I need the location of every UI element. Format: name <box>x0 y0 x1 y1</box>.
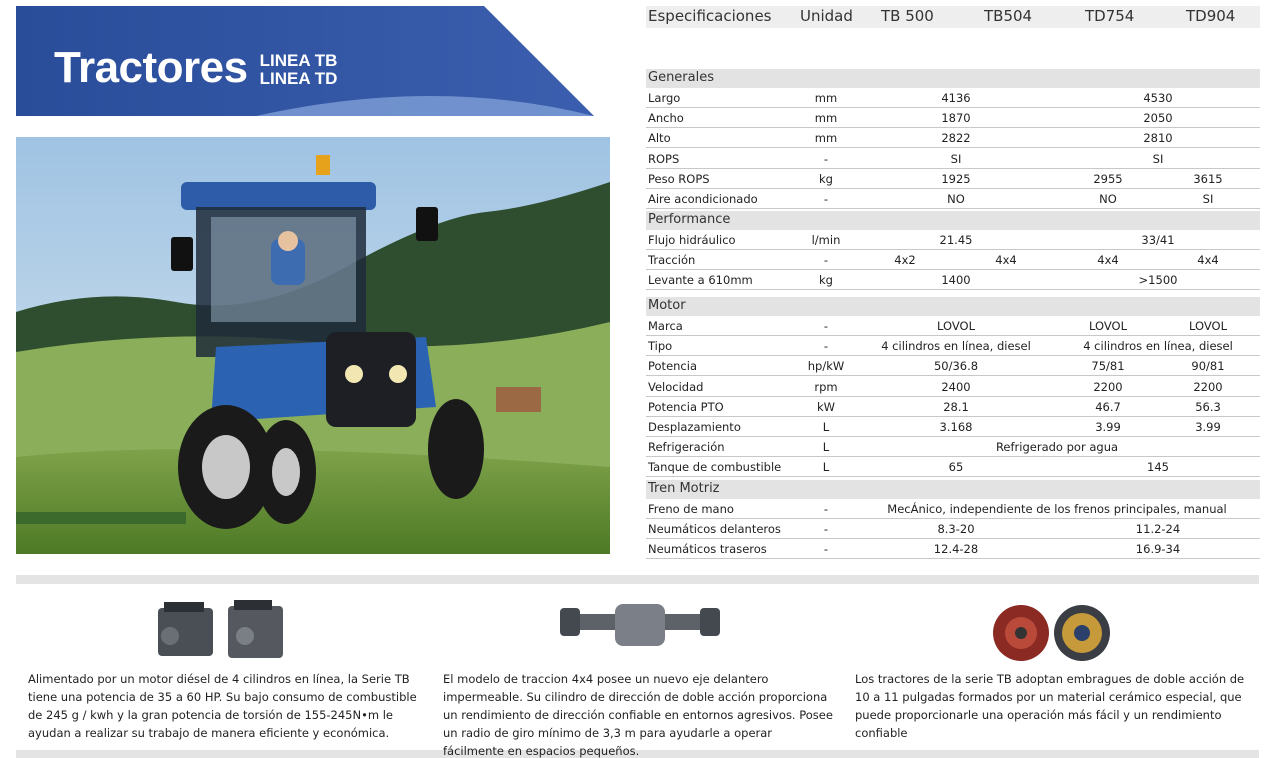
header-especificaciones: Especificaciones <box>648 7 772 25</box>
spec-unit: - <box>823 522 829 537</box>
spec-row <box>646 539 1260 559</box>
clutch-disc-image-icon <box>992 604 1112 664</box>
spec-value: 1925 <box>941 171 971 186</box>
tractor-photo <box>16 137 610 554</box>
spec-header-row <box>646 6 1260 28</box>
spec-label: Ancho <box>648 111 684 126</box>
spec-row <box>646 270 1260 290</box>
spec-row <box>646 417 1260 437</box>
spec-value: 1870 <box>941 111 971 126</box>
spec-label: Largo <box>648 91 681 105</box>
spec-row <box>646 377 1260 397</box>
spec-label: Peso ROPS <box>648 171 710 186</box>
spec-label: Neumáticos traseros <box>648 542 767 557</box>
spec-value: SI <box>1152 151 1164 166</box>
spec-value: 2955 <box>1093 171 1123 186</box>
section-header <box>646 69 1260 88</box>
spec-value: 16.9-34 <box>1135 542 1181 557</box>
front-axle-image-icon <box>560 598 720 658</box>
spec-unit: rpm <box>814 379 838 394</box>
header-td754: TD754 <box>1085 7 1135 25</box>
spec-row <box>646 128 1260 148</box>
spec-value: 50/36.8 <box>933 359 979 374</box>
spec-value: 11.2-24 <box>1135 522 1181 537</box>
caption-engine: Alimentado por un motor diésel de 4 cilindros en línea, la Serie TB tiene una potencia de 35 a 60 HP. Su bajo consumo de combustible de 245 g / kwh y la gran potencia de torsión de 155-245N•m le ayudan a realizar su trabajo de manera eficiente y económica. <box>28 672 417 740</box>
spec-row <box>646 437 1260 457</box>
spec-value: 4x4 <box>1097 253 1119 268</box>
spec-value: 56.3 <box>1195 399 1221 414</box>
spec-label: Potencia <box>648 359 697 374</box>
spec-value: 145 <box>1147 460 1169 475</box>
spec-value: LOVOL <box>937 319 975 333</box>
section-header <box>646 297 1260 316</box>
spec-unit: mm <box>814 131 838 146</box>
section-header <box>646 211 1260 230</box>
spec-row <box>646 519 1260 539</box>
spec-value: 1400 <box>941 273 971 288</box>
spec-unit: kg <box>819 273 833 288</box>
spec-row <box>646 336 1260 356</box>
header-td904: TD904 <box>1186 7 1236 25</box>
spec-label: Levante a 610mm <box>648 273 753 288</box>
spec-value: 12.4-28 <box>933 542 979 557</box>
spec-value: 3.99 <box>1195 420 1221 434</box>
spec-unit: mm <box>814 111 838 126</box>
spec-unit: - <box>823 339 829 354</box>
spec-row <box>646 189 1260 209</box>
spec-value: 33/41 <box>1141 233 1175 247</box>
spec-value: 65 <box>948 460 964 475</box>
spec-label: Velocidad <box>648 379 704 394</box>
separator-bar <box>16 575 1259 584</box>
spec-row <box>646 457 1260 477</box>
spec-row <box>646 316 1260 336</box>
spec-value: >1500 <box>1138 273 1178 288</box>
spec-label: Neumáticos delanteros <box>648 522 781 537</box>
spec-value: 3.168 <box>939 420 973 434</box>
section-title: Performance <box>648 212 731 227</box>
spec-unit: L <box>822 420 830 434</box>
spec-unit: hp/kW <box>807 359 845 374</box>
spec-label: Desplazamiento <box>648 420 741 434</box>
spec-value: 28.1 <box>943 399 969 414</box>
title-banner <box>16 6 596 116</box>
spec-value: MecÁnico, independiente de los frenos principales, manual <box>887 502 1227 516</box>
spec-value: 4530 <box>1143 91 1173 105</box>
engine-image-icon <box>150 596 290 666</box>
spec-label: Marca <box>648 319 683 333</box>
spec-label: Freno de mano <box>648 502 734 516</box>
section-title: Tren Motriz <box>648 481 720 496</box>
spec-value: 4x4 <box>995 253 1017 268</box>
section-header <box>646 480 1260 499</box>
spec-value: 2810 <box>1143 131 1173 146</box>
caption-clutch: Los tractores de la serie TB adoptan embragues de doble acción de 10 a 11 pulgadas formados por un material cerámico especial, que puede proporcionarle una operación más fácil y un rendimiento confiable <box>855 672 1245 740</box>
spec-value: NO <box>947 192 965 206</box>
spec-row <box>646 397 1260 417</box>
spec-row <box>646 149 1260 169</box>
spec-value: 90/81 <box>1191 359 1225 374</box>
spec-row <box>646 108 1260 128</box>
spec-label: Tipo <box>648 339 673 354</box>
spec-label: Tanque de combustible <box>648 460 782 475</box>
spec-label: Potencia PTO <box>648 399 724 414</box>
spec-value: SI <box>1202 192 1214 206</box>
section-title: Generales <box>648 70 715 85</box>
spec-unit: - <box>823 192 829 206</box>
spec-unit: kg <box>819 171 833 186</box>
spec-unit: mm <box>814 91 838 105</box>
spec-row <box>646 250 1260 270</box>
spec-row <box>646 356 1260 376</box>
section-title: Motor <box>648 298 686 313</box>
spec-label: Aire acondicionado <box>648 192 758 206</box>
title-line-td: LINEA TD <box>259 69 338 88</box>
spec-unit: - <box>823 542 829 557</box>
header-unidad: Unidad <box>800 7 853 25</box>
spec-value: 21.45 <box>939 233 973 247</box>
spec-value: 2050 <box>1143 111 1173 126</box>
spec-value: LOVOL <box>1089 319 1127 333</box>
spec-unit: l/min <box>811 233 841 247</box>
spec-row <box>646 88 1260 108</box>
spec-value: Refrigerado por agua <box>995 440 1119 455</box>
spec-value: LOVOL <box>1189 319 1227 333</box>
header-tb500: TB 500 <box>881 7 934 25</box>
spec-unit: - <box>823 253 829 268</box>
title-line-tb: LINEA TB <box>259 51 338 70</box>
page-title: Tractores <box>54 43 248 92</box>
spec-unit: L <box>822 440 830 455</box>
spec-value: 4x4 <box>1197 253 1219 268</box>
spec-value: 4 cilindros en línea, diesel <box>1083 339 1233 354</box>
spec-unit: L <box>822 460 830 475</box>
spec-label: Flujo hidráulico <box>648 233 736 247</box>
spec-row <box>646 499 1260 519</box>
spec-value: 3.99 <box>1095 420 1121 434</box>
spec-value: NO <box>1099 192 1117 206</box>
spec-value: 2200 <box>1193 379 1223 394</box>
spec-label: Refrigeración <box>648 440 725 455</box>
spec-row <box>646 230 1260 250</box>
spec-row <box>646 169 1260 189</box>
spec-value: 2400 <box>941 379 971 394</box>
spec-value: 2822 <box>941 131 971 146</box>
spec-value: 4 cilindros en línea, diesel <box>881 339 1031 354</box>
spec-value: 8.3-20 <box>937 522 975 537</box>
spec-unit: - <box>823 502 829 516</box>
spec-unit: - <box>823 319 829 333</box>
spec-unit: kW <box>816 399 836 414</box>
spec-value: 4x2 <box>894 253 916 268</box>
spec-value: 4136 <box>941 91 971 105</box>
spec-value: 75/81 <box>1091 359 1125 374</box>
spec-label: ROPS <box>648 151 680 166</box>
spec-value: 3615 <box>1193 171 1223 186</box>
spec-value: 46.7 <box>1095 399 1121 414</box>
spec-value: SI <box>950 151 962 166</box>
spec-unit: - <box>823 151 829 166</box>
spec-label: Alto <box>648 131 671 146</box>
spec-value: 2200 <box>1093 379 1123 394</box>
header-tb504: TB504 <box>984 7 1033 25</box>
caption-axle: El modelo de traccion 4x4 posee un nuevo eje delantero impermeable. Su cilindro de dirección de doble acción proporciona un rendimiento de dirección confiable en entornos agresivos. Posee un radio de giro mínimo de 3,3 m para ayudarle a operar fácilmente en espacios pequeños. <box>443 672 833 758</box>
spec-label: Tracción <box>648 253 696 268</box>
